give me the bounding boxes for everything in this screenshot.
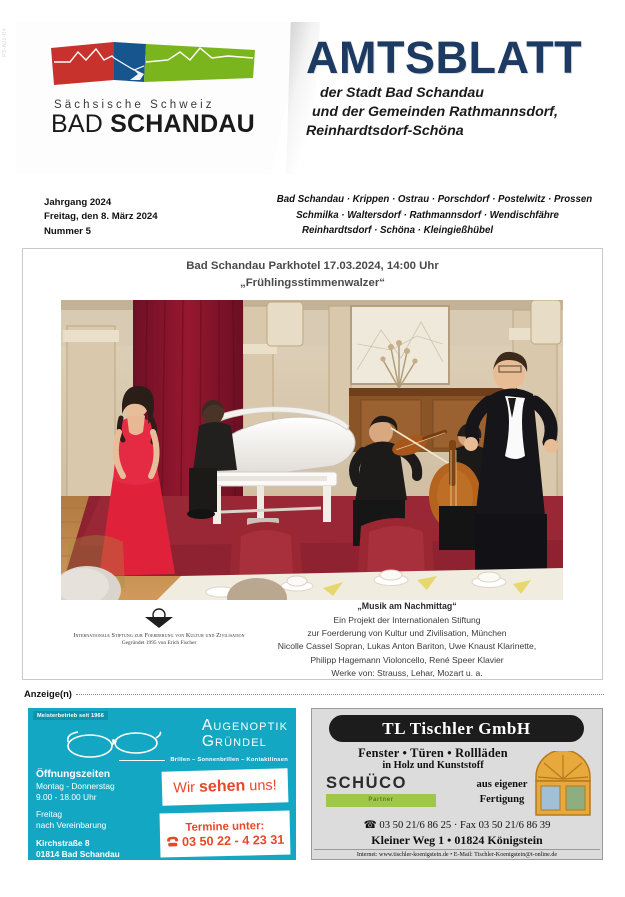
appointment-phone-row[interactable]	[166, 832, 285, 849]
ad-left-company	[202, 718, 288, 750]
schueco-wordmark: SCHÜCO	[326, 774, 408, 792]
divider-dots	[76, 694, 604, 695]
ad-left-badge: Meisterbetrieb seit 1966	[33, 711, 108, 720]
slogan-post: uns!	[245, 777, 277, 795]
own-production-line-2: Fertigung	[479, 794, 525, 806]
logo-mountain-icon	[48, 40, 258, 92]
masthead	[0, 0, 625, 180]
hours-line-3: Freitag	[36, 808, 63, 819]
article-headline	[23, 249, 602, 291]
address-line-2: 01814 Bad Schandau	[36, 848, 120, 859]
ad-right-company: TL Tischler GmbH	[382, 718, 531, 738]
slogan-bold: sehen	[198, 777, 246, 796]
concert-photo-illustration	[61, 300, 563, 600]
masthead-subtitle	[306, 84, 606, 140]
tagline-rule-left	[119, 760, 165, 761]
logo-city-light: BAD	[51, 110, 104, 138]
schueco-partner-label: Partner	[368, 797, 394, 803]
ad-left-tagline-row	[119, 757, 288, 763]
ad-right-web-line[interactable]: Internet: www.tischler-koenigstein.de • E-Mail: Tischler-Koenigstein@t-online.de	[314, 849, 600, 858]
localities-line-2: Schmilka · Waltersdorf · Rathmannsdorf · Wendischfähre	[296, 209, 559, 221]
hours-line-2: 9.00 - 18.00 Uhr	[36, 791, 97, 802]
logo-city-bold: SCHANDAU	[110, 110, 255, 138]
concert-photo	[61, 300, 563, 600]
caption-line-1: Ein Projekt der Internationalen Stiftung	[333, 614, 481, 625]
ad-left-tagline: Brillen – Sonnenbrillen – Kontaktlinsen	[170, 757, 288, 763]
foundation-emblem-icon	[142, 608, 176, 630]
ad-right-address-line: Kleiner Weg 1 • 01824 Königstein	[371, 833, 543, 847]
ad-left-address	[36, 838, 156, 860]
schueco-partner-bar	[326, 794, 436, 807]
phone-icon	[166, 836, 179, 847]
article-headline-line-2: „Frühlingsstimmenwalzer“	[240, 276, 385, 289]
glasses-icon	[66, 726, 162, 760]
hours-line-4: nach Vereinbarung	[36, 819, 107, 830]
ad-left-company-line-1: Augenoptik	[201, 717, 288, 734]
ad-left-appointment-box[interactable]	[160, 811, 291, 858]
slogan-pre: Wir	[173, 779, 200, 797]
ad-right-products: Fenster • Türen • Rollläden	[358, 746, 508, 760]
caption-title: „Musik am Nachmittag“	[357, 601, 457, 611]
foundation-founded: Gegründet 1995 von Erich Fischer	[121, 640, 197, 646]
covered-localities	[262, 192, 607, 239]
advertisement-divider	[24, 688, 604, 699]
ad-left-slogan-box	[162, 768, 289, 806]
logo-city-name	[51, 112, 270, 137]
appointment-phone: 03 50 22 - 4 23 31	[181, 832, 285, 849]
window-icon	[532, 751, 594, 817]
ad-left-hours	[36, 769, 156, 860]
edge-print-code: PS-A01-H4	[2, 28, 8, 57]
bad-schandau-logo	[48, 40, 270, 137]
issue-info	[44, 196, 244, 239]
ad-left-slogan	[173, 777, 277, 798]
article-headline-line-1: Bad Schandau Parkhotel 17.03.2024, 14:00 Uhr	[186, 260, 439, 272]
masthead-subtitle-line-2: und der Gemeinden Rathmannsdorf,	[312, 103, 558, 120]
masthead-subtitle-line-1: der Stadt Bad Schandau	[320, 85, 484, 102]
ad-tl-tischler-gmbh[interactable]	[311, 708, 603, 860]
masthead-subtitle-line-3: Reinhardtsdorf-Schöna	[306, 122, 464, 139]
appointment-label: Termine unter:	[185, 819, 265, 834]
issue-number: Nummer 5	[44, 225, 91, 237]
advertisement-label: Anzeige(n)	[24, 688, 72, 699]
ad-right-phone-line: ☎ 03 50 21/6 86 25 · Fax 03 50 21/6 86 39	[363, 820, 551, 831]
issue-date: Freitag, den 8. März 2024	[44, 211, 158, 223]
caption-line-5: Werke von: Strauss, Lehar, Mozart u. a.	[331, 667, 483, 678]
ad-right-material: in Holz und Kunststoff	[382, 760, 484, 771]
hours-line-1: Montag - Donnerstag	[36, 781, 115, 791]
ad-right-company-pill	[329, 715, 584, 742]
page-title: AMTSBLATT	[306, 32, 583, 83]
caption-line-4: Philipp Hagemann Violoncello, René Speer Klavier	[310, 654, 504, 665]
issue-year: Jahrgang 2024	[44, 197, 112, 208]
ad-augenoptik-gruendel[interactable]	[28, 708, 296, 860]
address-line-1: Kirchstraße 8	[36, 837, 90, 848]
foundation-name: Internationale Stiftung zur Foerderung von Kultur und Zivilisation	[73, 632, 245, 639]
caption-line-3: Nicolle Cassel Sopran, Lukas Anton Bariton, Uwe Knaust Klarinette,	[277, 641, 537, 652]
logo-region-label: Sächsische Schweiz	[54, 99, 215, 111]
caption-line-2: zur Foerderung von Kultur und Zivilisation, München	[307, 627, 507, 638]
hours-title: Öffnungszeiten	[36, 769, 111, 780]
foundation-logo	[58, 608, 260, 646]
ad-left-company-line-2: Gründel	[201, 732, 267, 750]
localities-line-1: Bad Schandau · Krippen · Ostrau · Porschdorf · Postelwitz · Prossen	[276, 194, 593, 205]
localities-line-3: Reinhardtsdorf · Schöna · Kleingießhübel	[301, 225, 494, 237]
own-production-line-1: aus eigener	[476, 779, 528, 790]
masthead-title-block	[306, 32, 606, 140]
photo-caption	[262, 600, 552, 680]
schueco-logo	[326, 775, 436, 807]
